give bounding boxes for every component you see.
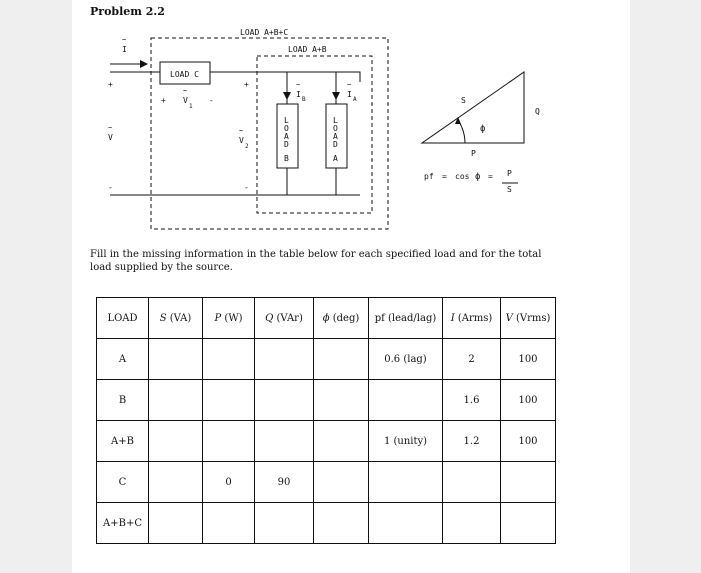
table-row (97, 380, 556, 421)
v1-minus: - (209, 96, 214, 105)
cell-pf (369, 462, 443, 503)
cell-q (255, 380, 314, 421)
load-a-letter-a2: A (333, 154, 338, 163)
cell-i: 2 (443, 339, 501, 380)
triangle-s-label: S (461, 96, 466, 105)
v1-label: V (183, 96, 188, 105)
header-pf: pf (lead/lag) (369, 298, 443, 339)
ia-subscript: A (353, 96, 357, 103)
cell-p: 0 (203, 462, 255, 503)
header-load: LOAD (97, 298, 149, 339)
svg-text:~: ~ (239, 127, 244, 135)
table-header-row (97, 298, 556, 339)
pf-equals: = (442, 172, 447, 181)
cell-load: B (97, 380, 149, 421)
cos-phi: ϕ (475, 172, 481, 182)
cell-pf: 0.6 (lag) (369, 339, 443, 380)
triangle-phi-label: ϕ (480, 124, 486, 134)
cell-pf: 1 (unity) (369, 421, 443, 462)
cell-load: A+B+C (97, 503, 149, 544)
instructions-paragraph: Fill in the missing information in the table below for each specified load and for the total load supplied by the source. (90, 249, 542, 273)
load-a-letter-d: D (333, 140, 338, 149)
source-arrowhead (140, 60, 148, 68)
source-minus: - (108, 183, 113, 192)
cell-v: 100 (501, 380, 556, 421)
v2-minus: - (244, 183, 249, 192)
fraction-denominator: S (507, 185, 512, 194)
svg-text:~: ~ (108, 124, 113, 132)
v1-subscript: 1 (189, 103, 193, 110)
ia-label: I (347, 90, 352, 99)
cell-i: 1.6 (443, 380, 501, 421)
table-row (97, 421, 556, 462)
cell-q (255, 503, 314, 544)
cell-p (203, 339, 255, 380)
fraction-equals: = (488, 172, 493, 181)
cell-i (443, 462, 501, 503)
problem-title: Problem 2.2 (90, 5, 165, 18)
document-page (72, 0, 630, 573)
triangle-q-label: Q (535, 107, 540, 116)
svg-text:~: ~ (296, 81, 301, 89)
inner-dashed-box (257, 56, 372, 213)
cell-s (149, 339, 203, 380)
load-b-letter-l: L (284, 116, 289, 125)
cell-i (443, 503, 501, 544)
cell-q: 90 (255, 462, 314, 503)
cell-q (255, 421, 314, 462)
load-a-letter-o: O (333, 124, 338, 133)
load-table (96, 297, 556, 544)
header-phi: ϕ (deg) (314, 298, 369, 339)
outer-box-label: LOAD A+B+C (240, 28, 289, 37)
fraction-numerator: P (507, 169, 512, 178)
ib-arrowhead (283, 92, 291, 100)
load-b-letter-a: A (284, 132, 289, 141)
power-triangle (422, 72, 524, 143)
load-a-letter-a: A (333, 132, 338, 141)
v1-plus: + (161, 96, 166, 105)
cell-phi (314, 421, 369, 462)
v2-plus: + (244, 80, 249, 89)
cell-phi (314, 380, 369, 421)
svg-text:~: ~ (347, 81, 352, 89)
v2-label: V (239, 136, 244, 145)
load-c-label: LOAD C (170, 70, 199, 79)
load-a-letter-l: L (333, 116, 338, 125)
inner-box-label: LOAD A+B (288, 45, 327, 54)
header-s: S (VA) (149, 298, 203, 339)
ib-subscript: B (302, 96, 306, 103)
cell-pf (369, 380, 443, 421)
svg-text:~: ~ (122, 36, 127, 44)
source-voltage-label: V (108, 133, 113, 142)
table-row (97, 503, 556, 544)
cell-v (501, 503, 556, 544)
cell-s (149, 462, 203, 503)
cell-load: A (97, 339, 149, 380)
pf-label: pf (424, 172, 434, 181)
source-plus: + (108, 80, 113, 89)
top-wire-right (210, 72, 360, 82)
v2-subscript: 2 (245, 143, 249, 150)
load-b-letter-b: B (284, 154, 289, 163)
header-i: I (Arms) (443, 298, 501, 339)
cell-v: 100 (501, 339, 556, 380)
cell-v: 100 (501, 421, 556, 462)
table-row (97, 339, 556, 380)
cos-label: cos (455, 172, 470, 181)
cell-p (203, 421, 255, 462)
cell-load: A+B (97, 421, 149, 462)
source-current-label: I (122, 45, 127, 54)
triangle-p-label: P (471, 149, 476, 158)
cell-load: C (97, 462, 149, 503)
header-q: Q (VAr) (255, 298, 314, 339)
svg-text:~: ~ (183, 87, 188, 95)
cell-i: 1.2 (443, 421, 501, 462)
cell-pf (369, 503, 443, 544)
circuit-diagram (72, 0, 630, 240)
outer-dashed-box (151, 38, 388, 229)
header-p: P (W) (203, 298, 255, 339)
cell-s (149, 380, 203, 421)
load-b-letter-d: D (284, 140, 289, 149)
cell-s (149, 421, 203, 462)
cell-phi (314, 503, 369, 544)
table-row (97, 462, 556, 503)
cell-p (203, 503, 255, 544)
cell-q (255, 339, 314, 380)
header-v: V (Vrms) (501, 298, 556, 339)
load-b-letter-o: O (284, 124, 289, 133)
cell-v (501, 462, 556, 503)
cell-s (149, 503, 203, 544)
cell-phi (314, 462, 369, 503)
ia-arrowhead (332, 92, 340, 100)
cell-p (203, 380, 255, 421)
cell-phi (314, 339, 369, 380)
ib-label: I (296, 90, 301, 99)
phi-arrowhead (455, 117, 461, 124)
